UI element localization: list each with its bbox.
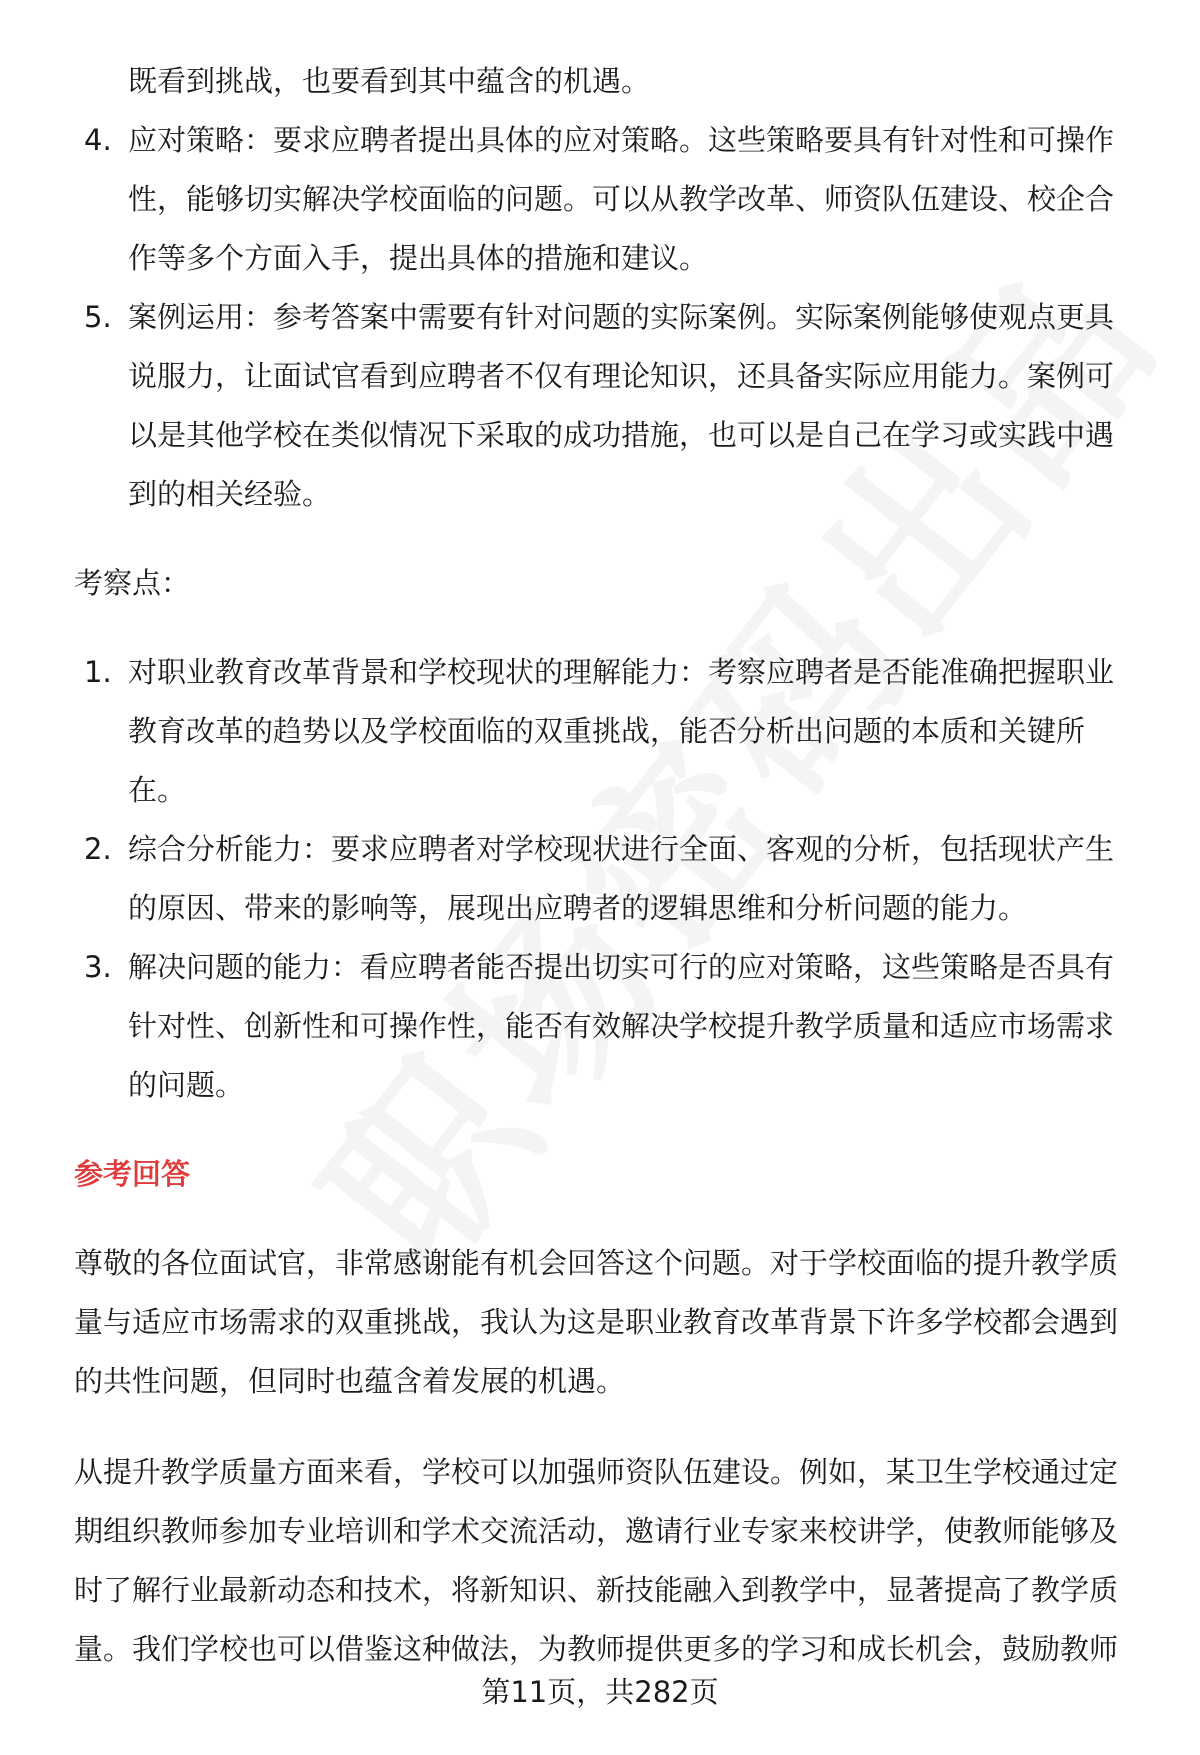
paragraph-1: [74, 1234, 1144, 1411]
list-number: 2.: [84, 832, 112, 866]
text-line: 案例运用：参考答案中需要有针对问题的实际案例。实际案例能够使观点更具: [128, 300, 1115, 334]
text-line: 作等多个方面入手，提出具体的措施和建议。: [128, 241, 709, 275]
text-line: 期组织教师参加专业培训和学术交流活动，邀请行业专家来校讲学，使教师能够及: [74, 1514, 1119, 1548]
list-number: 1.: [84, 655, 112, 689]
list-item-2: [74, 820, 1144, 938]
text-line: 的共性问题，但同时也蕴含着发展的机遇。: [74, 1364, 626, 1398]
spacer: [74, 524, 1144, 554]
page-footer: 第11页，共282页: [481, 1675, 719, 1709]
text-line: 解决问题的能力：看应聘者能否提出切实可行的应对策略，这些策略是否具有: [128, 950, 1115, 984]
list-number: 3.: [84, 950, 112, 984]
text-line: 的问题。: [128, 1068, 245, 1102]
text-line: 以是其他学校在类似情况下采取的成功措施，也可以是自己在学习或实践中遇: [128, 418, 1115, 452]
text-line: 说服力，让面试官看到应聘者不仅有理论知识，还具备实际应用能力。案例可: [128, 359, 1115, 393]
text-line: 的原因、带来的影响等，展现出应聘者的逻辑思维和分析问题的能力。: [128, 891, 1028, 925]
list-number: 5.: [84, 300, 112, 334]
spacer: [74, 1115, 1144, 1145]
page-content: [74, 52, 1144, 1679]
text-line: 量与适应市场需求的双重挑战，我认为这是职业教育改革背景下许多学校都会遇到: [74, 1305, 1119, 1339]
list-item-4: [74, 111, 1144, 288]
text-line: 既看到挑战，也要看到其中蕴含的机遇。: [128, 64, 651, 98]
spacer: [74, 613, 1144, 643]
list-number: 4.: [84, 123, 112, 157]
text-line: 针对性、创新性和可操作性，能否有效解决学校提升教学质量和适应市场需求: [128, 1009, 1115, 1043]
text-line: 性，能够切实解决学校面临的问题。可以从教学改革、师资队伍建设、校企合: [128, 182, 1115, 216]
text-line: 时了解行业最新动态和技术，将新知识、新技能融入到教学中，显著提高了教学质: [74, 1573, 1119, 1607]
spacer: [74, 1204, 1144, 1234]
section-label: 考察点：: [74, 566, 191, 600]
paragraph-2: [74, 1443, 1144, 1679]
list-item-5: [74, 288, 1144, 524]
section-heading: 参考回答: [74, 1157, 191, 1191]
text-line: 从提升教学质量方面来看，学校可以加强师资队伍建设。例如，某卫生学校通过定: [74, 1455, 1119, 1489]
list-item-1: [74, 643, 1144, 820]
intro-continuation: [74, 52, 1144, 111]
text-line: 教育改革的趋势以及学校面临的双重挑战，能否分析出问题的本质和关键所: [128, 714, 1086, 748]
text-line: 量。我们学校也可以借鉴这种做法，为教师提供更多的学习和成长机会，鼓励教师: [74, 1632, 1119, 1666]
list-item-3: [74, 938, 1144, 1115]
text-line: 综合分析能力：要求应聘者对学校现状进行全面、客观的分析，包括现状产生: [128, 832, 1115, 866]
text-line: 到的相关经验。: [128, 477, 332, 511]
text-line: 在。: [128, 773, 187, 807]
text-line: 应对策略：要求应聘者提出具体的应对策略。这些策略要具有针对性和可操作: [128, 123, 1115, 157]
text-line: 尊敬的各位面试官，非常感谢能有机会回答这个问题。对于学校面临的提升教学质: [74, 1246, 1119, 1280]
spacer: [74, 1411, 1144, 1443]
text-line: 对职业教育改革背景和学校现状的理解能力：考察应聘者是否能准确把握职业: [128, 655, 1115, 689]
